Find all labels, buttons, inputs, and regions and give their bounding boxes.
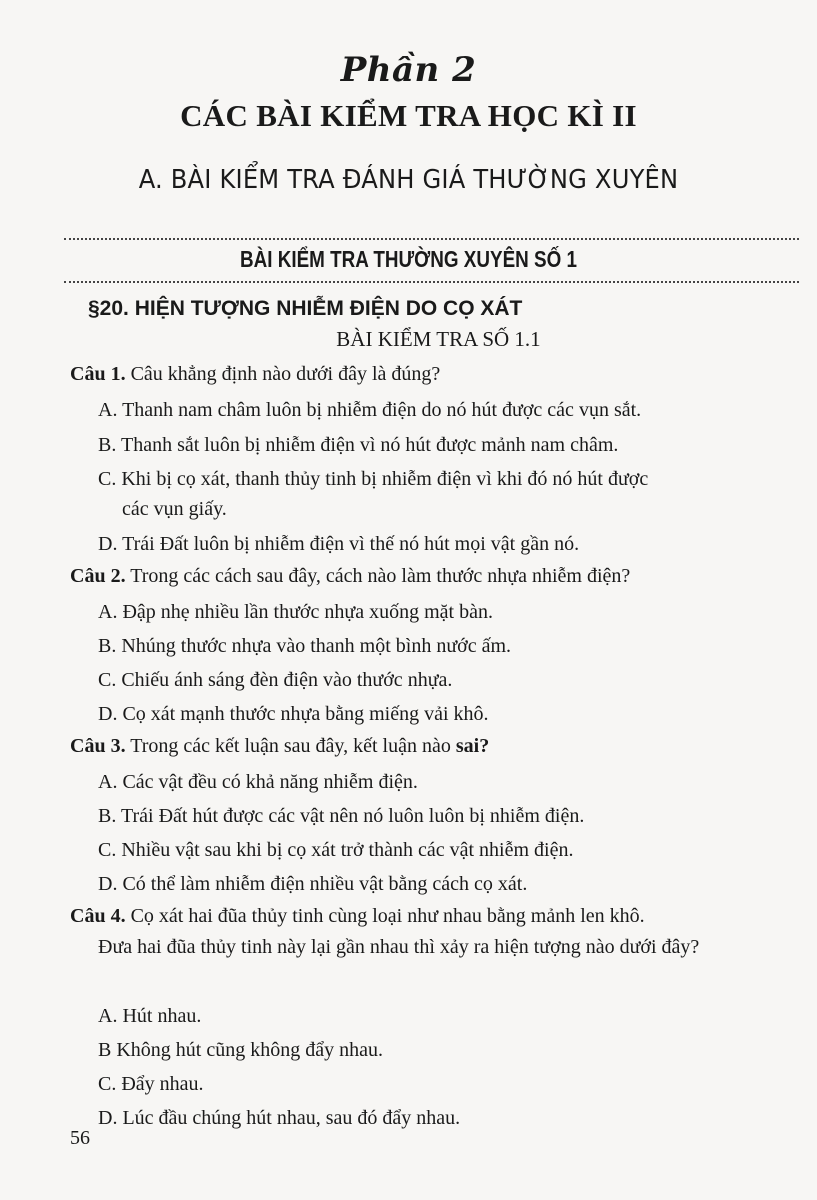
question-text: Trong các kết luận sau đây, kết luận nào (125, 735, 456, 757)
question-3 (70, 730, 795, 762)
page-number: 56 (70, 1127, 90, 1149)
banner-bottom-rule (64, 281, 799, 283)
question-label: Câu 2. (70, 565, 126, 587)
question-label: Câu 4. (70, 905, 126, 927)
option-1d: D. Trái Đất luôn bị nhiễm điện vì thế nó hút mọi vật gần nó. (98, 533, 580, 555)
question-emphasis: sai? (455, 735, 490, 757)
option-2c: C. Chiếu ánh sáng đèn điện vào thước nhựa. (98, 669, 453, 691)
option-2a: A. Đập nhẹ nhiều lần thước nhựa xuống mặt bàn. (98, 601, 493, 623)
question-text: Trong các cách sau đây, cách nào làm thước nhựa nhiễm điện? (125, 565, 631, 587)
option-1c-cont: các vụn giấy. (122, 498, 227, 520)
question-2 (70, 560, 795, 592)
option-3d: D. Có thể làm nhiễm điện nhiều vật bằng cách cọ xát. (98, 873, 528, 895)
option-1a: A. Thanh nam châm luôn bị nhiễm điện do nó hút được các vụn sắt. (98, 399, 642, 421)
question-1 (70, 358, 795, 390)
option-4b: B Không hút cũng không đẩy nhau. (98, 1039, 383, 1061)
option-4a: A. Hút nhau. (98, 1005, 202, 1027)
question-text: Câu khẳng định nào dưới đây là đúng? (125, 363, 441, 385)
section-title: A. BÀI KIỂM TRA ĐÁNH GIÁ THƯỜNG XUYÊN (138, 165, 679, 195)
option-4c: C. Đẩy nhau. (98, 1073, 204, 1095)
part-title: Phần 2 (340, 50, 477, 90)
option-1c: C. Khi bị cọ xát, thanh thủy tinh bị nhiễm điện vì khi đó nó hút được (98, 468, 649, 490)
lesson-title: §20. HIỆN TƯỢNG NHIỄM ĐIỆN DO CỌ XÁT (88, 297, 523, 320)
option-4d: D. Lúc đầu chúng hút nhau, sau đó đẩy nhau. (98, 1107, 461, 1129)
question-label: Câu 1. (70, 363, 126, 385)
question-label: Câu 3. (70, 735, 126, 757)
option-1b: B. Thanh sắt luôn bị nhiễm điện vì nó hút được mảnh nam châm. (98, 434, 619, 456)
option-3c: C. Nhiều vật sau khi bị cọ xát trở thành các vật nhiễm điện. (98, 839, 574, 861)
option-3a: A. Các vật đều có khả năng nhiễm điện. (98, 771, 418, 793)
test-title: BÀI KIỂM TRA SỐ 1.1 (336, 327, 541, 351)
question-4-continuation: Đưa hai đũa thủy tinh này lại gần nhau thì xảy ra hiện tượng nào dưới đây? (98, 936, 700, 958)
question-4 (70, 900, 795, 932)
option-3b: B. Trái Đất hút được các vật nên nó luôn luôn bị nhiễm điện. (98, 805, 585, 827)
option-2b: B. Nhúng thước nhựa vào thanh một bình nước ấm. (98, 635, 512, 657)
option-2d: D. Cọ xát mạnh thước nhựa bằng miếng vải khô. (98, 703, 489, 725)
banner-top-rule (64, 238, 799, 240)
main-title: CÁC BÀI KIỂM TRA HỌC KÌ II (180, 98, 637, 133)
question-text: Cọ xát hai đũa thủy tinh cùng loại như nhau bằng mảnh len khô. (125, 905, 645, 927)
banner-title: BÀI KIỂM TRA THƯỜNG XUYÊN SỐ 1 (239, 246, 578, 272)
